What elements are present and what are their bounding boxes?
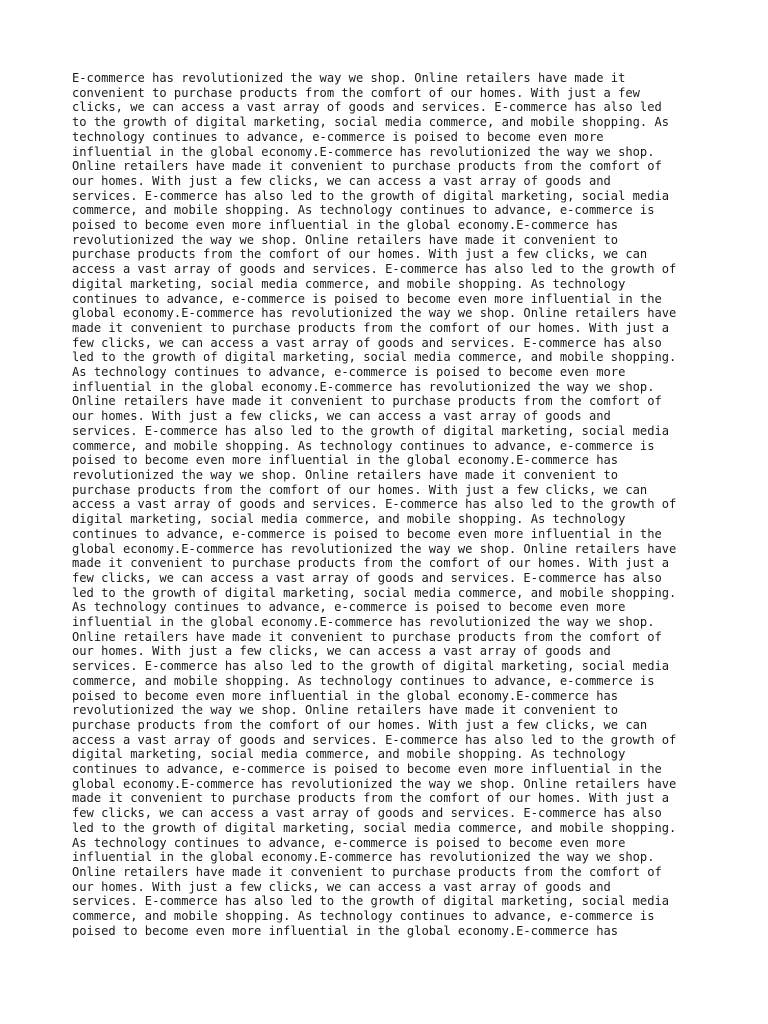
document-text-line: Online retailers have made it convenient to purchase products from the comfort of [72, 159, 662, 174]
document-text-line: technology continues to advance, e-commerce is poised to become even more [72, 129, 604, 144]
document-text-line: few clicks, we can access a vast array of goods and services. E-commerce has also [72, 335, 662, 350]
document-text-line: influential in the global economy.E-commerce has revolutionized the way we shop. [72, 850, 655, 865]
document-text-line: services. E-commerce has also led to the growth of digital marketing, social media [72, 659, 670, 674]
document-text-line: commerce, and mobile shopping. As technology continues to advance, e-commerce is [72, 438, 655, 453]
document-text-line: global economy.E-commerce has revolutionized the way we shop. Online retailers have [72, 541, 677, 556]
document-text-line: influential in the global economy.E-commerce has revolutionized the way we shop. [72, 615, 655, 630]
document-text-line: purchase products from the comfort of our homes. With just a few clicks, we can [72, 717, 648, 732]
document-text-line: commerce, and mobile shopping. As technology continues to advance, e-commerce is [72, 909, 655, 924]
document-text-line: services. E-commerce has also led to the growth of digital marketing, social media [72, 188, 670, 203]
document-text-line: influential in the global economy.E-commerce has revolutionized the way we shop. [72, 144, 655, 159]
document-text-line: convenient to purchase products from the comfort of our homes. With just a few [72, 85, 640, 100]
document-text-line: purchase products from the comfort of our homes. With just a few clicks, we can [72, 482, 648, 497]
document-text-line: As technology continues to advance, e-commerce is poised to become even more [72, 835, 626, 850]
document-text-line: continues to advance, e-commerce is poised to become even more influential in the [72, 291, 662, 306]
document-text-line: revolutionized the way we shop. Online retailers have made it convenient to [72, 232, 619, 247]
document-text-line: revolutionized the way we shop. Online retailers have made it convenient to [72, 703, 619, 718]
document-text-line: global economy.E-commerce has revolutionized the way we shop. Online retailers have [72, 306, 677, 321]
document-text-line: influential in the global economy.E-commerce has revolutionized the way we shop. [72, 379, 655, 394]
document-text-line: Online retailers have made it convenient to purchase products from the comfort of [72, 394, 662, 409]
document-body-text [72, 71, 712, 938]
document-text-line: digital marketing, social media commerce, and mobile shopping. As technology [72, 512, 626, 527]
document-text-line: As technology continues to advance, e-commerce is poised to become even more [72, 365, 626, 380]
document-text-line: led to the growth of digital marketing, social media commerce, and mobile shopping. [72, 820, 677, 835]
document-text-line: poised to become even more influential in the global economy.E-commerce has [72, 923, 619, 938]
document-text-line: our homes. With just a few clicks, we can access a vast array of goods and [72, 879, 611, 894]
document-text-line: access a vast array of goods and services. E-commerce has also led to the growth of [72, 262, 677, 277]
document-text-line: to the growth of digital marketing, social media commerce, and mobile shopping. As [72, 115, 670, 130]
document-text-line: As technology continues to advance, e-commerce is poised to become even more [72, 600, 626, 615]
document-text-line: our homes. With just a few clicks, we can access a vast array of goods and [72, 644, 611, 659]
document-text-line: Online retailers have made it convenient to purchase products from the comfort of [72, 629, 662, 644]
document-text-line: led to the growth of digital marketing, social media commerce, and mobile shopping. [72, 585, 677, 600]
document-text-line: made it convenient to purchase products from the comfort of our homes. With just a [72, 791, 670, 806]
document-text-line: continues to advance, e-commerce is poised to become even more influential in the [72, 762, 662, 777]
document-text-line: poised to become even more influential in the global economy.E-commerce has [72, 453, 619, 468]
document-text-line: our homes. With just a few clicks, we can access a vast array of goods and [72, 409, 611, 424]
document-text-line: access a vast array of goods and services. E-commerce has also led to the growth of [72, 732, 677, 747]
document-text-line: digital marketing, social media commerce, and mobile shopping. As technology [72, 276, 626, 291]
document-text-line: made it convenient to purchase products from the comfort of our homes. With just a [72, 320, 670, 335]
document-text-line: poised to become even more influential in the global economy.E-commerce has [72, 218, 619, 233]
document-text-line: revolutionized the way we shop. Online retailers have made it convenient to [72, 467, 619, 482]
document-text-line: digital marketing, social media commerce, and mobile shopping. As technology [72, 747, 626, 762]
document-text-line: our homes. With just a few clicks, we can access a vast array of goods and [72, 173, 611, 188]
document-text-line: few clicks, we can access a vast array of goods and services. E-commerce has also [72, 570, 662, 585]
document-text-line: access a vast array of goods and services. E-commerce has also led to the growth of [72, 497, 677, 512]
document-text-line: clicks, we can access a vast array of goods and services. E-commerce has also led [72, 100, 662, 115]
document-text-line: global economy.E-commerce has revolutionized the way we shop. Online retailers have [72, 776, 677, 791]
document-text-line: commerce, and mobile shopping. As technology continues to advance, e-commerce is [72, 203, 655, 218]
document-text-line: services. E-commerce has also led to the growth of digital marketing, social media [72, 423, 670, 438]
document-text-line: few clicks, we can access a vast array of goods and services. E-commerce has also [72, 806, 662, 821]
document-text-line: purchase products from the comfort of our homes. With just a few clicks, we can [72, 247, 648, 262]
document-text-line: commerce, and mobile shopping. As technology continues to advance, e-commerce is [72, 673, 655, 688]
document-text-line: services. E-commerce has also led to the growth of digital marketing, social media [72, 894, 670, 909]
document-text-line: made it convenient to purchase products from the comfort of our homes. With just a [72, 556, 670, 571]
document-text-line: continues to advance, e-commerce is poised to become even more influential in the [72, 526, 662, 541]
document-text-line: E-commerce has revolutionized the way we shop. Online retailers have made it [72, 71, 626, 85]
document-text-line: Online retailers have made it convenient to purchase products from the comfort of [72, 864, 662, 879]
document-text-line: led to the growth of digital marketing, social media commerce, and mobile shopping. [72, 350, 677, 365]
document-text-line: poised to become even more influential in the global economy.E-commerce has [72, 688, 619, 703]
